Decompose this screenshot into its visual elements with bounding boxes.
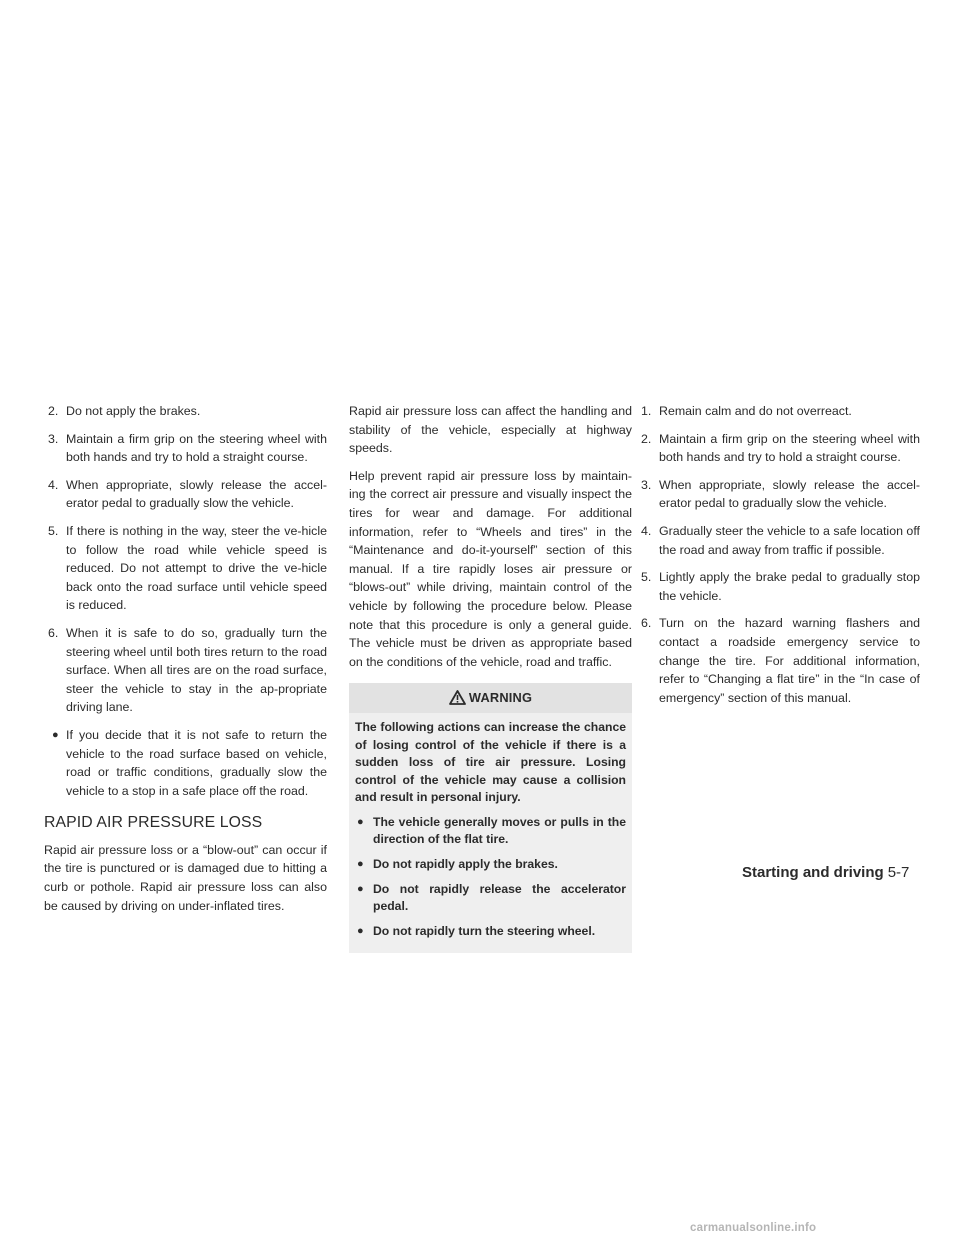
warning-bullet-text: Do not rapidly turn the steering wheel. bbox=[373, 923, 596, 938]
item-text: When it is safe to do so, gradually turn the steering wheel until both tires return to the road surface. When all tires are on the road surface, steer the vehicle to stay in the ap-propriate driving lane. bbox=[66, 625, 327, 715]
item-text: Remain calm and do not overreact. bbox=[659, 404, 852, 418]
warning-bullet-text: Do not rapidly release the accelerator pedal. bbox=[373, 881, 626, 914]
bullet-text: If you decide that it is not safe to return the vehicle to the road surface based on vehicle, road or traffic conditions, gradually slow the vehicle to a stop in a safe place off the road. bbox=[66, 727, 327, 798]
left-column bbox=[44, 402, 327, 924]
item-number: 5. bbox=[48, 523, 59, 538]
list-item bbox=[637, 568, 920, 605]
warning-title: WARNING bbox=[468, 690, 533, 706]
warning-bullet bbox=[355, 881, 626, 916]
item-number: 3. bbox=[48, 431, 59, 446]
body-paragraph: Rapid air pressure loss or a “blow-out” can occur if the tire is punctured or is damaged due to hitting a curb or pothole. Rapid air pressure loss can also be caused by driving on under-inflated tires. bbox=[44, 842, 327, 913]
list-item bbox=[44, 430, 327, 467]
section-heading: RAPID AIR PRESSURE LOSS bbox=[44, 814, 263, 832]
bullet-item bbox=[44, 726, 327, 800]
bullet-icon: ● bbox=[52, 728, 59, 741]
bullet-icon: ● bbox=[357, 858, 364, 871]
bullet-icon: ● bbox=[357, 924, 364, 937]
list-item bbox=[637, 522, 920, 559]
item-number: 4. bbox=[48, 477, 59, 492]
item-number: 1. bbox=[641, 404, 652, 418]
item-number: 6. bbox=[641, 616, 652, 631]
middle-column bbox=[349, 402, 632, 953]
warning-header bbox=[349, 683, 632, 713]
item-number: 2. bbox=[48, 404, 59, 418]
warning-intro: The following actions can increase the chance of losing control of the vehicle if there is a sudden loss of tire air pressure. Losing control of the vehicle may cause a collision and result in personal injury. bbox=[355, 719, 626, 805]
item-number: 6. bbox=[48, 625, 59, 640]
warning-bullet-text: Do not rapidly apply the brakes. bbox=[373, 857, 558, 872]
item-number: 4. bbox=[641, 523, 652, 538]
page-footer bbox=[742, 864, 909, 881]
item-number: 3. bbox=[641, 477, 652, 492]
item-text: Gradually steer the vehicle to a safe location off the road and away from traffic if possible. bbox=[659, 523, 920, 557]
warning-bullet-text: The vehicle generally moves or pulls in the direction of the flat tire. bbox=[373, 814, 626, 847]
item-text: Maintain a firm grip on the steering wheel with both hands and try to hold a straight course. bbox=[66, 431, 327, 465]
list-item bbox=[44, 522, 327, 615]
item-number: 2. bbox=[641, 431, 652, 446]
item-text: Do not apply the brakes. bbox=[66, 404, 201, 418]
item-text: If there is nothing in the way, steer the ve-hicle to follow the road while vehicle speed is reduced. Do not attempt to drive the ve-hicle back onto the road surface until vehicle speed is reduced. bbox=[66, 523, 327, 613]
item-text: Turn on the hazard warning flashers and contact a roadside emergency service to change the tire. For additional information, refer to “Changing a flat tire” in the “In case of emergency” section of this manual. bbox=[659, 616, 920, 705]
item-text: Lightly apply the brake pedal to gradually stop the vehicle. bbox=[659, 570, 920, 603]
page-number: 5-7 bbox=[887, 864, 910, 881]
item-text: Maintain a firm grip on the steering wheel with both hands and try to hold a straight course. bbox=[659, 431, 920, 465]
warning-box bbox=[349, 683, 632, 953]
body-paragraph: Rapid air pressure loss can affect the handling and stability of the vehicle, especially at highway speeds. bbox=[349, 404, 632, 456]
right-column bbox=[637, 402, 920, 716]
watermark: carmanualsonline.info bbox=[690, 1222, 817, 1234]
list-item bbox=[44, 402, 327, 421]
body-paragraph: Help prevent rapid air pressure loss by maintain-ing the correct air pressure and visually inspect the tires for wear and damage. For additional information, refer to “Wheels and tires” in the “Maintenance and do-it-yourself” section of this manual. If a tire rapidly loses air pressure or “blows-out” while driving, maintain control of the vehicle by following the procedure below. Please note that this procedure is only a general guide. The vehicle must be driven as appropriate based on the conditions of the vehicle, road and traffic. bbox=[349, 468, 632, 669]
warning-triangle-icon bbox=[449, 690, 466, 705]
item-text: When appropriate, slowly release the accel-erator pedal to gradually slow the vehicle. bbox=[659, 477, 920, 511]
list-item bbox=[637, 430, 920, 467]
footer-section-title: Starting and driving bbox=[742, 864, 884, 881]
warning-bullet bbox=[355, 856, 626, 874]
item-text: When appropriate, slowly release the accel-erator pedal to gradually slow the vehicle. bbox=[66, 477, 327, 511]
warning-bullet bbox=[355, 923, 626, 941]
item-number: 5. bbox=[641, 570, 652, 585]
warning-body bbox=[349, 713, 632, 941]
list-item bbox=[637, 402, 920, 421]
list-item bbox=[44, 624, 327, 717]
bullet-icon: ● bbox=[357, 882, 364, 895]
bullet-icon: ● bbox=[357, 815, 364, 828]
warning-bullet bbox=[355, 814, 626, 849]
list-item bbox=[637, 614, 920, 707]
list-item bbox=[637, 476, 920, 513]
list-item bbox=[44, 476, 327, 513]
